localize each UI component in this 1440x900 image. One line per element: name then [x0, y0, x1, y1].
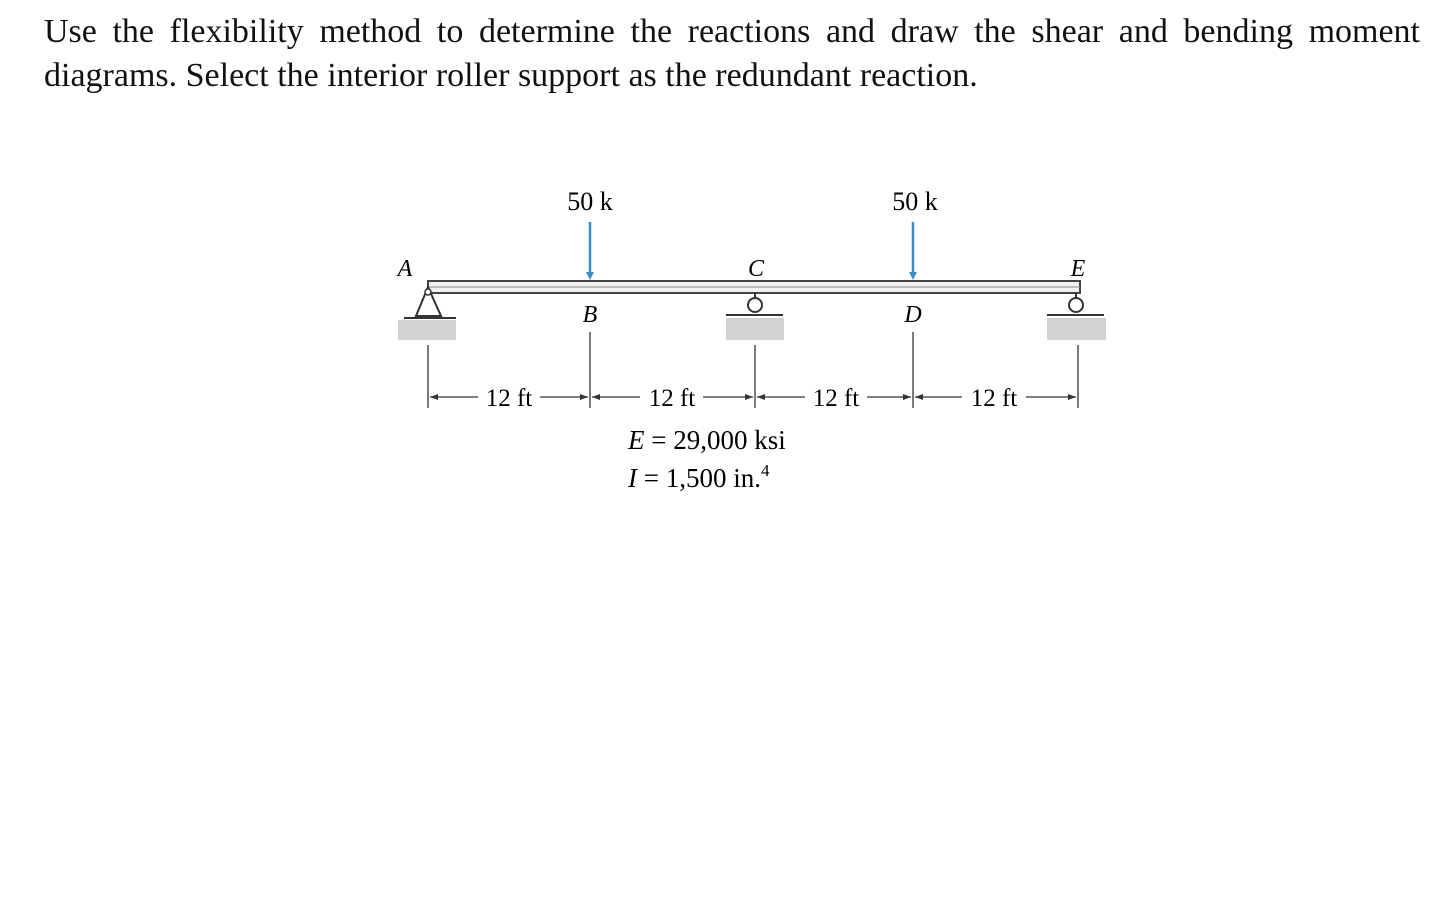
problem-line-2: diagrams. Select the interior roller support as the redundant reaction.: [44, 57, 978, 94]
inertia-exponent: 4: [760, 461, 770, 480]
point-label-a: A: [397, 256, 413, 282]
span-label-cd: 12 ft: [812, 385, 860, 412]
point-label-c: C: [747, 256, 765, 282]
point-label-e: E: [1070, 256, 1086, 282]
span-label-de: 12 ft: [970, 385, 1018, 412]
modulus-symbol: E: [628, 425, 645, 455]
point-label-b: B: [582, 302, 598, 328]
load-label-b: 50 k: [567, 187, 613, 216]
roller-support-e: [1047, 293, 1106, 340]
ground-c: [726, 318, 784, 340]
inertia-value: = 1,500 in.: [637, 463, 761, 493]
inertia-symbol: I: [628, 463, 637, 493]
problem-line-1: Use the flexibility method to determine the reactions and draw the shear and bending moment: [44, 13, 1420, 50]
beam: [428, 281, 1080, 293]
roller-support-c: [726, 293, 784, 340]
pin-support-a: [398, 287, 456, 340]
load-label-d: 50 k: [892, 187, 938, 216]
ground-a: [398, 320, 456, 340]
inertia-label: [627, 461, 770, 493]
span-label-ab: 12 ft: [485, 385, 533, 412]
ground-e: [1047, 318, 1106, 340]
modulus-value: = 29,000 ksi: [644, 425, 786, 455]
span-label-bc: 12 ft: [648, 385, 696, 412]
modulus-label: [627, 425, 786, 455]
point-label-d: D: [904, 302, 922, 328]
